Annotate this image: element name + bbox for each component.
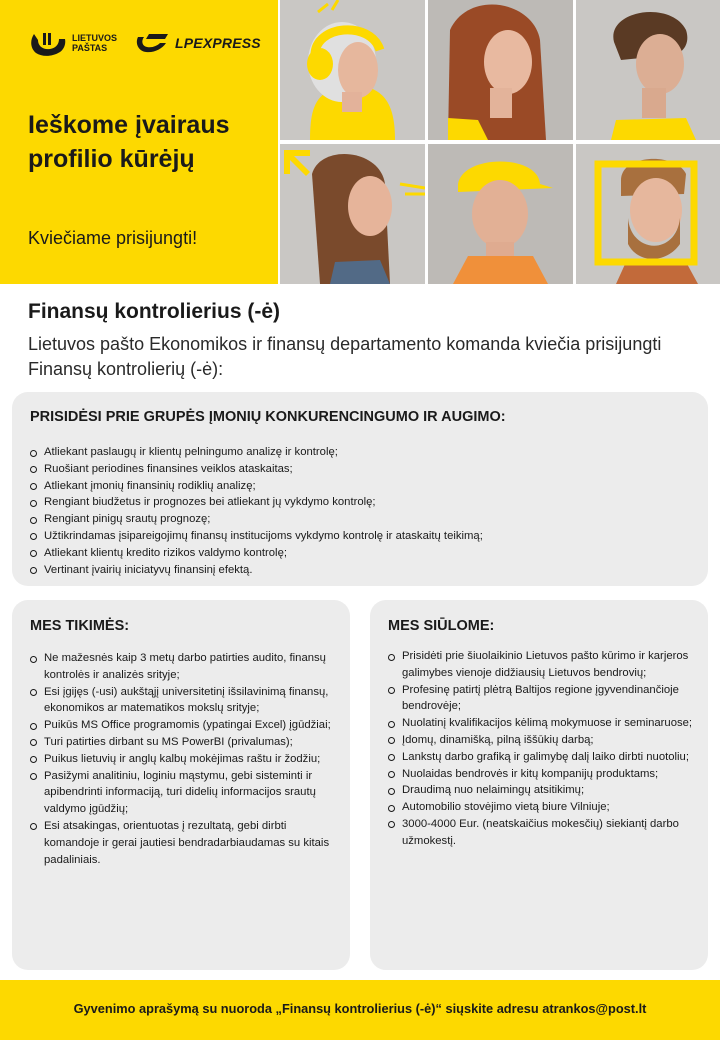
photo-woman-headphones xyxy=(280,0,425,140)
list-item xyxy=(30,545,690,562)
list-item xyxy=(30,684,342,718)
bullet-circle-icon xyxy=(388,771,395,778)
list-item-text: Puikus lietuvių ir anglų kalbų mokėjimas raštu ir žodžiu; xyxy=(44,752,321,765)
offer-card xyxy=(370,600,708,970)
expect-list xyxy=(30,650,342,868)
list-item xyxy=(30,768,342,818)
list-item-text: Automobilio stovėjimo vietą biure Vilniuje; xyxy=(402,801,610,814)
job-title: Finansų kontrolierius (-ė) xyxy=(28,300,281,323)
bullet-circle-icon xyxy=(30,723,37,730)
list-item xyxy=(30,751,342,768)
list-item xyxy=(388,782,700,799)
list-item-text: Prisidėti prie šiuolaikinio Lietuvos pašto kūrimo ir karjeros galimybes vienoje didžiausių Lietuvos bendrovių; xyxy=(402,650,689,679)
brand-logos xyxy=(28,30,261,56)
bullet-circle-icon xyxy=(388,805,395,812)
hero-banner xyxy=(0,0,720,284)
bullet-circle-icon xyxy=(388,721,395,728)
list-item-text: 3000-4000 Eur. (neatskaičius mokesčių) siekiantį darbo užmokestį. xyxy=(402,817,679,847)
photo-man-yellow-cap xyxy=(428,144,573,284)
list-item xyxy=(388,816,700,850)
bullet-circle-icon xyxy=(388,737,395,744)
list-item-text: Ne mažesnės kaip 3 metų darbo patirties audito, finansų kontrolės ir analizės srityje; xyxy=(44,652,326,681)
contribute-list xyxy=(30,444,690,578)
lietuvos-pastas-logo xyxy=(28,30,117,56)
hero-subtitle: Kviečiame prisijungti! xyxy=(28,228,198,248)
list-item xyxy=(30,478,690,495)
expect-heading: MES TIKIMĖS: xyxy=(30,618,130,634)
bullet-circle-icon xyxy=(30,450,37,457)
bullet-circle-icon xyxy=(30,823,37,830)
bullet-circle-icon xyxy=(30,550,37,557)
bullet-circle-icon xyxy=(388,821,395,828)
bullet-circle-icon xyxy=(30,567,37,574)
bullet-circle-icon xyxy=(388,788,395,795)
list-item xyxy=(388,732,700,749)
list-item xyxy=(388,766,700,783)
list-item-text: Užtikrindamas įsipareigojimų finansų institucijoms vykdymo kontrolę ir ataskaitų teikimą; xyxy=(44,529,483,542)
list-item xyxy=(388,648,700,682)
bullet-circle-icon xyxy=(30,773,37,780)
list-item xyxy=(30,650,342,684)
logo-lpexpress-text: LPEXPRESS xyxy=(175,35,261,51)
bullet-circle-icon xyxy=(388,654,395,661)
list-item-text: Rengiant pinigų srautų prognozę; xyxy=(44,513,211,526)
bullet-circle-icon xyxy=(30,533,37,540)
bullet-circle-icon xyxy=(30,739,37,746)
photo-woman-long-hair xyxy=(428,0,573,140)
list-item xyxy=(30,528,690,545)
offer-heading: MES SIŪLOME: xyxy=(388,618,495,634)
logo-lp-line2: PAŠTAS xyxy=(72,43,108,53)
list-item-text: Rengiant biudžetus ir prognozes bei atliekant jų vykdymo kontrolę; xyxy=(44,496,376,509)
bullet-circle-icon xyxy=(30,656,37,663)
list-item xyxy=(30,562,690,579)
lpexpress-logo xyxy=(135,31,261,55)
list-item-text: Puikūs MS Office programomis (ypatingai Excel) įgūdžiai; xyxy=(44,719,331,732)
list-item xyxy=(388,799,700,816)
bullet-circle-icon xyxy=(30,500,37,507)
bullet-circle-icon xyxy=(30,483,37,490)
list-item xyxy=(30,461,690,478)
bullet-circle-icon xyxy=(30,466,37,473)
lpexpress-swoosh-icon xyxy=(135,31,171,55)
contribute-card xyxy=(12,392,708,586)
bullet-circle-icon xyxy=(388,754,395,761)
list-item-text: Nuolatinį kvalifikacijos kėlimą mokymuose ir seminaruose; xyxy=(402,717,693,730)
list-item-text: Profesinę patirtį plėtrą Baltijos regione įgyvendinančioje bendrovėje; xyxy=(402,683,679,713)
offer-list xyxy=(388,648,700,850)
bullet-circle-icon xyxy=(30,756,37,763)
list-item xyxy=(30,717,342,734)
hero-title: Ieškome įvairaus profilio kūrėjų xyxy=(28,111,230,173)
list-item xyxy=(30,734,342,751)
bullet-circle-icon xyxy=(30,517,37,524)
list-item xyxy=(388,715,700,732)
list-item-text: Esi įgijęs (-usi) aukštąjį universitetinį išsilavinimą finansų, ekonomikos ar matematikos mokslų srityje; xyxy=(44,685,329,715)
photo-man-beard-frame xyxy=(576,144,720,284)
list-item-text: Ruošiant periodines finansines veiklos ataskaitas; xyxy=(44,462,293,475)
list-item xyxy=(388,749,700,766)
list-item-text: Turi patirties dirbant su MS PowerBI (privalumas); xyxy=(44,735,293,748)
photo-man-curly-hair xyxy=(576,0,720,140)
bullet-circle-icon xyxy=(388,687,395,694)
list-item xyxy=(30,444,690,461)
footer-bar xyxy=(0,980,720,1040)
list-item-text: Atliekant įmonių finansinių rodiklių analizę; xyxy=(44,479,256,492)
list-item-text: Lankstų darbo grafiką ir galimybę dalį laiko dirbti nuotoliu; xyxy=(402,750,689,763)
list-item-text: Nuolaidas bendrovės ir kitų kompanijų produktams; xyxy=(402,767,659,780)
photo-grid xyxy=(278,0,720,284)
list-item-text: Draudimą nuo nelaimingų atsitikimų; xyxy=(402,784,585,797)
list-item xyxy=(30,494,690,511)
list-item-text: Atliekant klientų kredito rizikos valdymo kontrolę; xyxy=(44,546,287,559)
lp-horn-icon xyxy=(28,30,68,56)
list-item-text: Įdomų, dinamišką, pilną iššūkių darbą; xyxy=(402,733,594,746)
list-item-text: Pasižymi analitiniu, loginiu mąstymu, gebi sisteminti ir apibendrinti informaciją, turi didelių informacijos srautų valdymo įgūdžių; xyxy=(44,769,316,816)
job-intro: Lietuvos pašto Ekonomikos ir finansų departamento komanda kviečia prisijungti Finansų kontrolierių (-ė): xyxy=(28,334,662,379)
contribute-heading: PRISIDĖSI PRIE GRUPĖS ĮMONIŲ KONKURENCINGUMO IR AUGIMO: xyxy=(30,409,506,425)
expect-card xyxy=(12,600,350,970)
bullet-circle-icon xyxy=(30,689,37,696)
photo-woman-arrow xyxy=(280,144,425,284)
list-item-text: Vertinant įvairių iniciatyvų finansinį efektą. xyxy=(44,563,253,576)
list-item-text: Atliekant paslaugų ir klientų pelningumo analizę ir kontrolę; xyxy=(44,446,338,458)
list-item xyxy=(30,818,342,868)
footer-contact-text: Gyvenimo aprašymą su nuoroda „Finansų kontrolierius (-ė)“ siųskite adresu atrankos@post.lt xyxy=(73,1001,647,1016)
logo-lp-line1: LIETUVOS xyxy=(72,33,118,43)
hero-yellow-panel xyxy=(0,0,278,284)
list-item xyxy=(388,682,700,716)
list-item-text: Esi atsakingas, orientuotas į rezultatą, gebi dirbti komandoje ir gerai jautiesi bendradarbiaudamas su kitais padaliniais. xyxy=(44,819,330,866)
list-item xyxy=(30,511,690,528)
